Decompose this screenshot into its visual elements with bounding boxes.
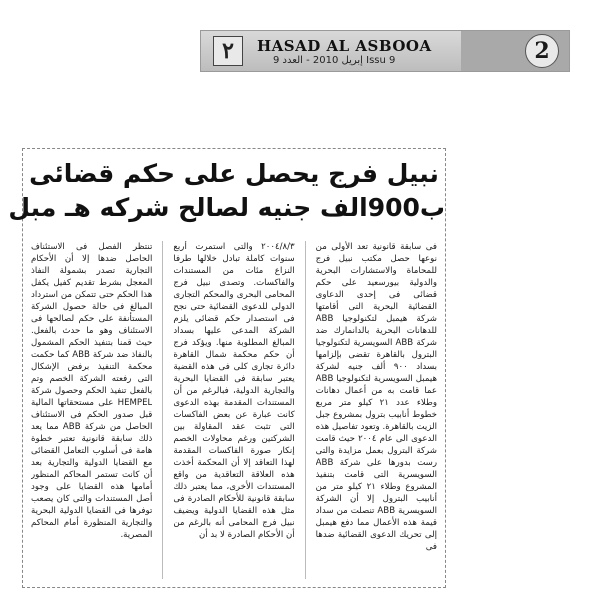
- article-column-2: [173, 241, 294, 579]
- section-emblem-icon: ٢: [213, 36, 243, 66]
- article-clipping: [8, 148, 446, 588]
- column-divider: [305, 241, 306, 579]
- article-column-1-text: فى سابقة قانونية تعد الأولى من نوعها حصل مكتب نبيل فرج للمحاماة والاستشارات البحرية والدولية بيورسعيد على حكم قضائى فى إحدى الدعاوى القضائية البحرية التى أقامتها شركة هيمبل لتكنولوجيا ABB للدهانات البحرية بالدانمارك ضد شركة ABB السويسرية لتكنولوجيا البترول بالقاهرة تقضى بإلزامها بسداد ٩٠٠ ألف جنيه لشركة هيمبل السويسرية لتكنولوجيا ABB عما قامت به من أعمال دهانات وطلاء عدد ٢١ كيلو متر مربع خطوط أنابيب بترول بمشروع جبل الزيت بالقاهرة. وتعود تفاصيل هذه الدعوى الى عام ٢٠٠٤ حيث قامت شركة البترول بعمل مزايدة والتى رست بدورها على شركة ABB السويسرية التى قامت بتنفيذ المشروع وطلاء ٢١ كيلو متر من أنابيب البترول إلا أن الشركة السويسرية ABB تنصلت من سداد قيمة هذه الأعمال مما دفع هيمبل إلى تحريك الدعوى القضائية ضدها فى: [315, 242, 437, 552]
- article-column-1: [316, 241, 437, 579]
- page-masthead: [200, 30, 570, 72]
- article-column-2-text: ٢٠٠٤/٨/٣ والتى استمرت أربع سنوات كاملة تبادل خلالها طرفا النزاع مئات من المستندات والفاكسات. وتصدى نبيل فرج المحامى البحرى والمحكم التجارى الدولى للدعوى القضائية حتى نجح فى استصدار حكم قضائى يلزم الشركة المدعى عليها بسداد المبالغ المطلوبة منها. ويؤكد فرج أن حكم محكمة شمال القاهرة دائرة تجارى كلى فى هذه القضية يعتبر سابقة فى القضايا البحرية والتجارية الدولية، فبالرغم من أن المستندات المقدمة بهذه الدعوى كانت عبارة عن بعض الفاكسات التى تثبت عقد المقاولة بين الشركتين ورغم محاولات الخصم إنكار صورة الفاكسات المقدمة لهذا التعاقد إلا أن المحكمة أخذت هذه العلاقة التعاقدية من واقع المستندات الأخرى، مما يعتبر ذلك سابقة قانونية للأحكام الصادرة فى مثل هذه القضايا الدولية ويضيف نبيل فرج المحامى أنه بالرغم من أن الأحكام الصادرة لا بد أن: [173, 242, 295, 540]
- headline-line-2: ب900الف جنيه لصالح شركه هـ مبل: [8, 193, 445, 222]
- column-divider: [162, 241, 163, 579]
- headline-line-1: نبيل فرج يحصل على حكم قضائى: [29, 159, 439, 188]
- article-column-3: [31, 241, 152, 579]
- article-columns: [31, 241, 437, 579]
- issue-date: إبريل 2010 - العدد 9 Issu 9: [273, 55, 396, 66]
- article-column-3-text: تنتظر الفصل فى الاستئناف الحاصل ضدها إلا أن الأحكام التجارية تصدر بشمولة النفاذ المعجل بشرط تقديم كفيل يكفل هذا الحكم حتى تتمكن من استرداد المبالغ فى حالة حصول الشركة المستأنفة على حكم لصالحها فى الاستئناف وهو ما حدث بالفعل. حيث قمنا بتنفيذ الحكم المشمول بالنفاذ ضد شركة ABB كما حكمت محكمة التنفيذ برفض الإشكال التى رفعته الشركة الخصم وتم بالفعل تنفيذ الحكم وحصول شركة HEMPEL على مستحقاتها المالية قبل صدور الحكم فى الاستئناف الحاصل من شركة ABB مما يعد ذلك سابقة قانونية تعتبر خطوة هامة فى أسلوب التعامل القضائى مع القضايا الدولية والتجارية بعد أن كانت تستمر المحاكم المنظور أمامها هذه القضايا على وجود أصل المستندات والتى كان يصعب توفرها فى القضايا الدولية البحرية والتجارية المنظورة أمام المحاكم المصرية.: [31, 242, 153, 540]
- publication-title: HASAD AL ASBOOA: [257, 37, 432, 55]
- page-number: 2: [525, 34, 559, 68]
